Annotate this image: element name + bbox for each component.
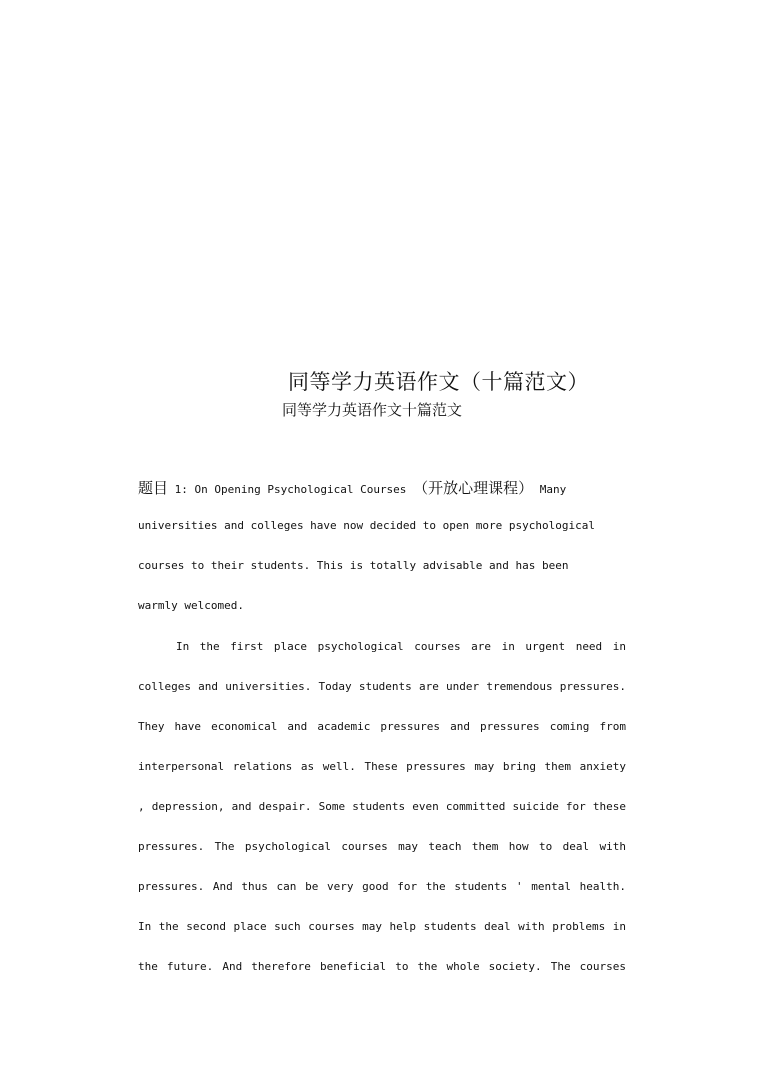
- text-line-10: pressures. And thus can be very good for the students ' mental health.: [138, 880, 626, 893]
- text-line-11: In the second place such courses may help students deal with problems in: [138, 920, 626, 933]
- text-line-5: colleges and universities. Today students are under tremendous pressures.: [138, 680, 626, 693]
- text-line-1: universities and colleges have now decided to open more psychological: [138, 519, 595, 532]
- text-line-6: They have economical and academic pressures and pressures coming from: [138, 720, 626, 733]
- text-line-12: the future. And therefore beneficial to the whole society. The courses: [138, 960, 626, 973]
- text-line-4: In the first place psychological courses are in urgent need in: [176, 640, 626, 653]
- text-line-7: interpersonal relations as well. These pressures may bring them anxiety: [138, 760, 626, 773]
- document-title: 同等学力英语作文（十篇范文）: [288, 370, 589, 394]
- text-line-9: pressures. The psychological courses may teach them how to deal with: [138, 840, 626, 853]
- heading-tail: Many: [533, 483, 567, 496]
- text-line-8: , depression, and despair. Some students even committed suicide for these: [138, 800, 626, 813]
- document-subtitle: 同等学力英语作文十篇范文: [282, 401, 463, 419]
- text-line-3: warmly welcomed.: [138, 599, 244, 612]
- heading-topic: （开放心理课程）: [413, 479, 534, 497]
- heading-essay-title: 1: On Opening Psychological Courses: [168, 483, 414, 496]
- heading-label: 题目: [138, 479, 169, 497]
- essay-heading-line: [138, 477, 626, 499]
- text-line-2: courses to their students. This is totally advisable and has been: [138, 559, 569, 572]
